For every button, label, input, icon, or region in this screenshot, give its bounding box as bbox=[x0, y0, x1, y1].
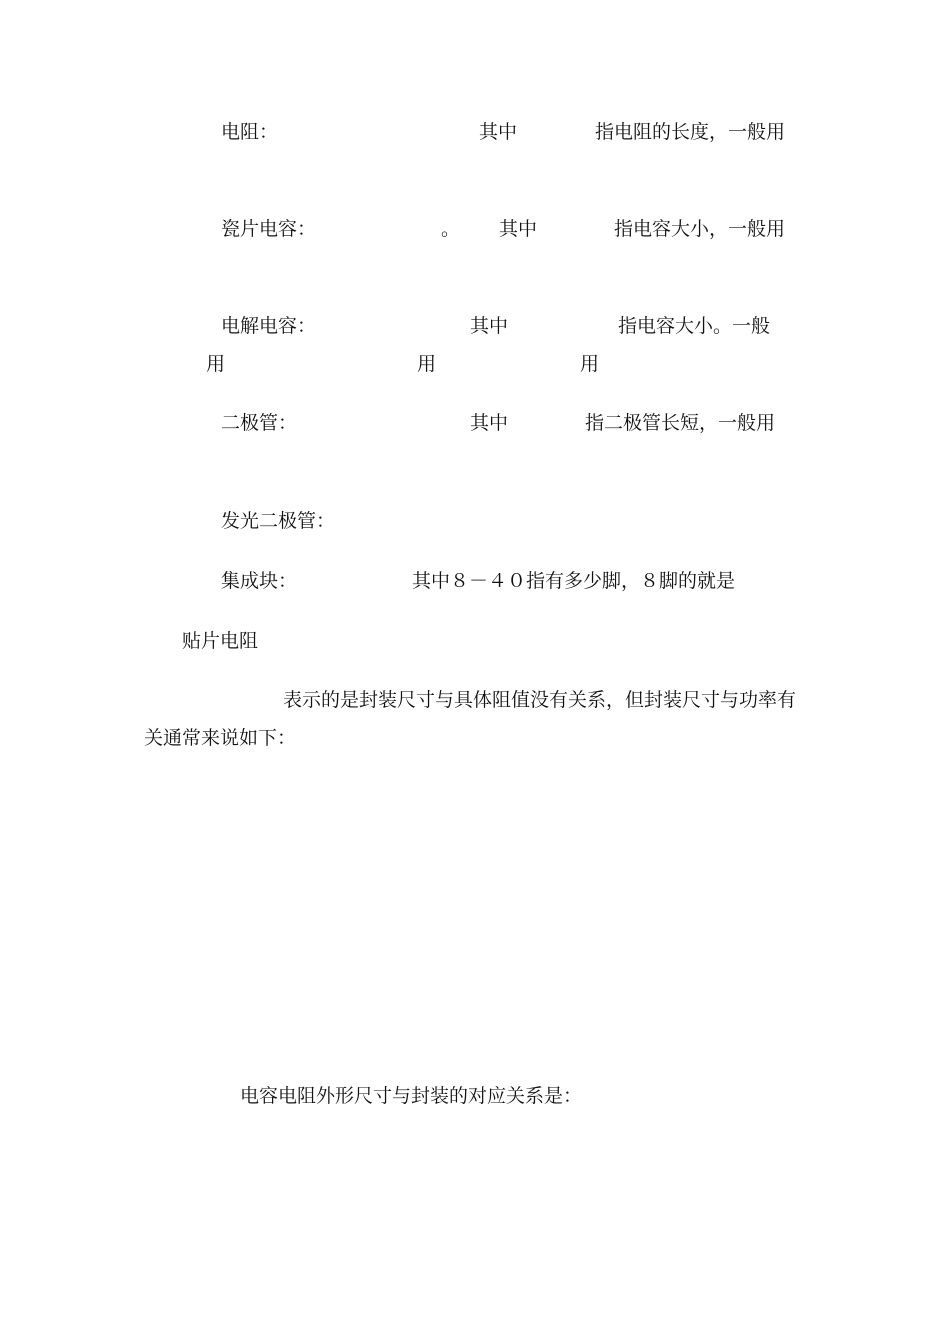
diode-qizhong: 其中 bbox=[470, 412, 509, 434]
ic-label: 集成块： bbox=[221, 570, 298, 592]
smd-resistor-para-line1: 表示的是封装尺寸与具体阻值没有关系，但封装尺寸与功率有 bbox=[283, 689, 797, 711]
resistor-label: 电阻： bbox=[221, 121, 279, 143]
diode-desc: 指二极管长短，一般用 bbox=[585, 412, 776, 434]
electrolytic-cap-qizhong: 其中 bbox=[470, 315, 509, 337]
correspondence-text: 电容电阻外形尺寸与封装的对应关系是： bbox=[240, 1085, 583, 1107]
ceramic-cap-qizhong: 其中 bbox=[499, 218, 538, 240]
smd-resistor-para-line2: 关通常来说如下： bbox=[144, 727, 297, 749]
ceramic-cap-period: 。 bbox=[441, 218, 461, 240]
electrolytic-cap-label: 电解电容： bbox=[221, 315, 317, 337]
ceramic-cap-desc: 指电容大小，一般用 bbox=[614, 218, 786, 240]
smd-resistor-heading: 贴片电阻 bbox=[182, 630, 259, 652]
resistor-qizhong: 其中 bbox=[479, 121, 518, 143]
diode-label: 二极管： bbox=[221, 412, 298, 434]
ic-desc: 其中８－４０指有多少脚，８脚的就是 bbox=[412, 570, 736, 592]
electrolytic-cap-desc: 指电容大小。一般 bbox=[618, 315, 771, 337]
resistor-desc: 指电阻的长度，一般用 bbox=[595, 121, 786, 143]
led-label: 发光二极管： bbox=[221, 510, 336, 532]
electrolytic-cap-yong-2: 用 bbox=[417, 353, 437, 375]
electrolytic-cap-yong-3: 用 bbox=[580, 353, 600, 375]
electrolytic-cap-yong-1: 用 bbox=[206, 353, 226, 375]
ceramic-cap-label: 瓷片电容： bbox=[221, 218, 317, 240]
